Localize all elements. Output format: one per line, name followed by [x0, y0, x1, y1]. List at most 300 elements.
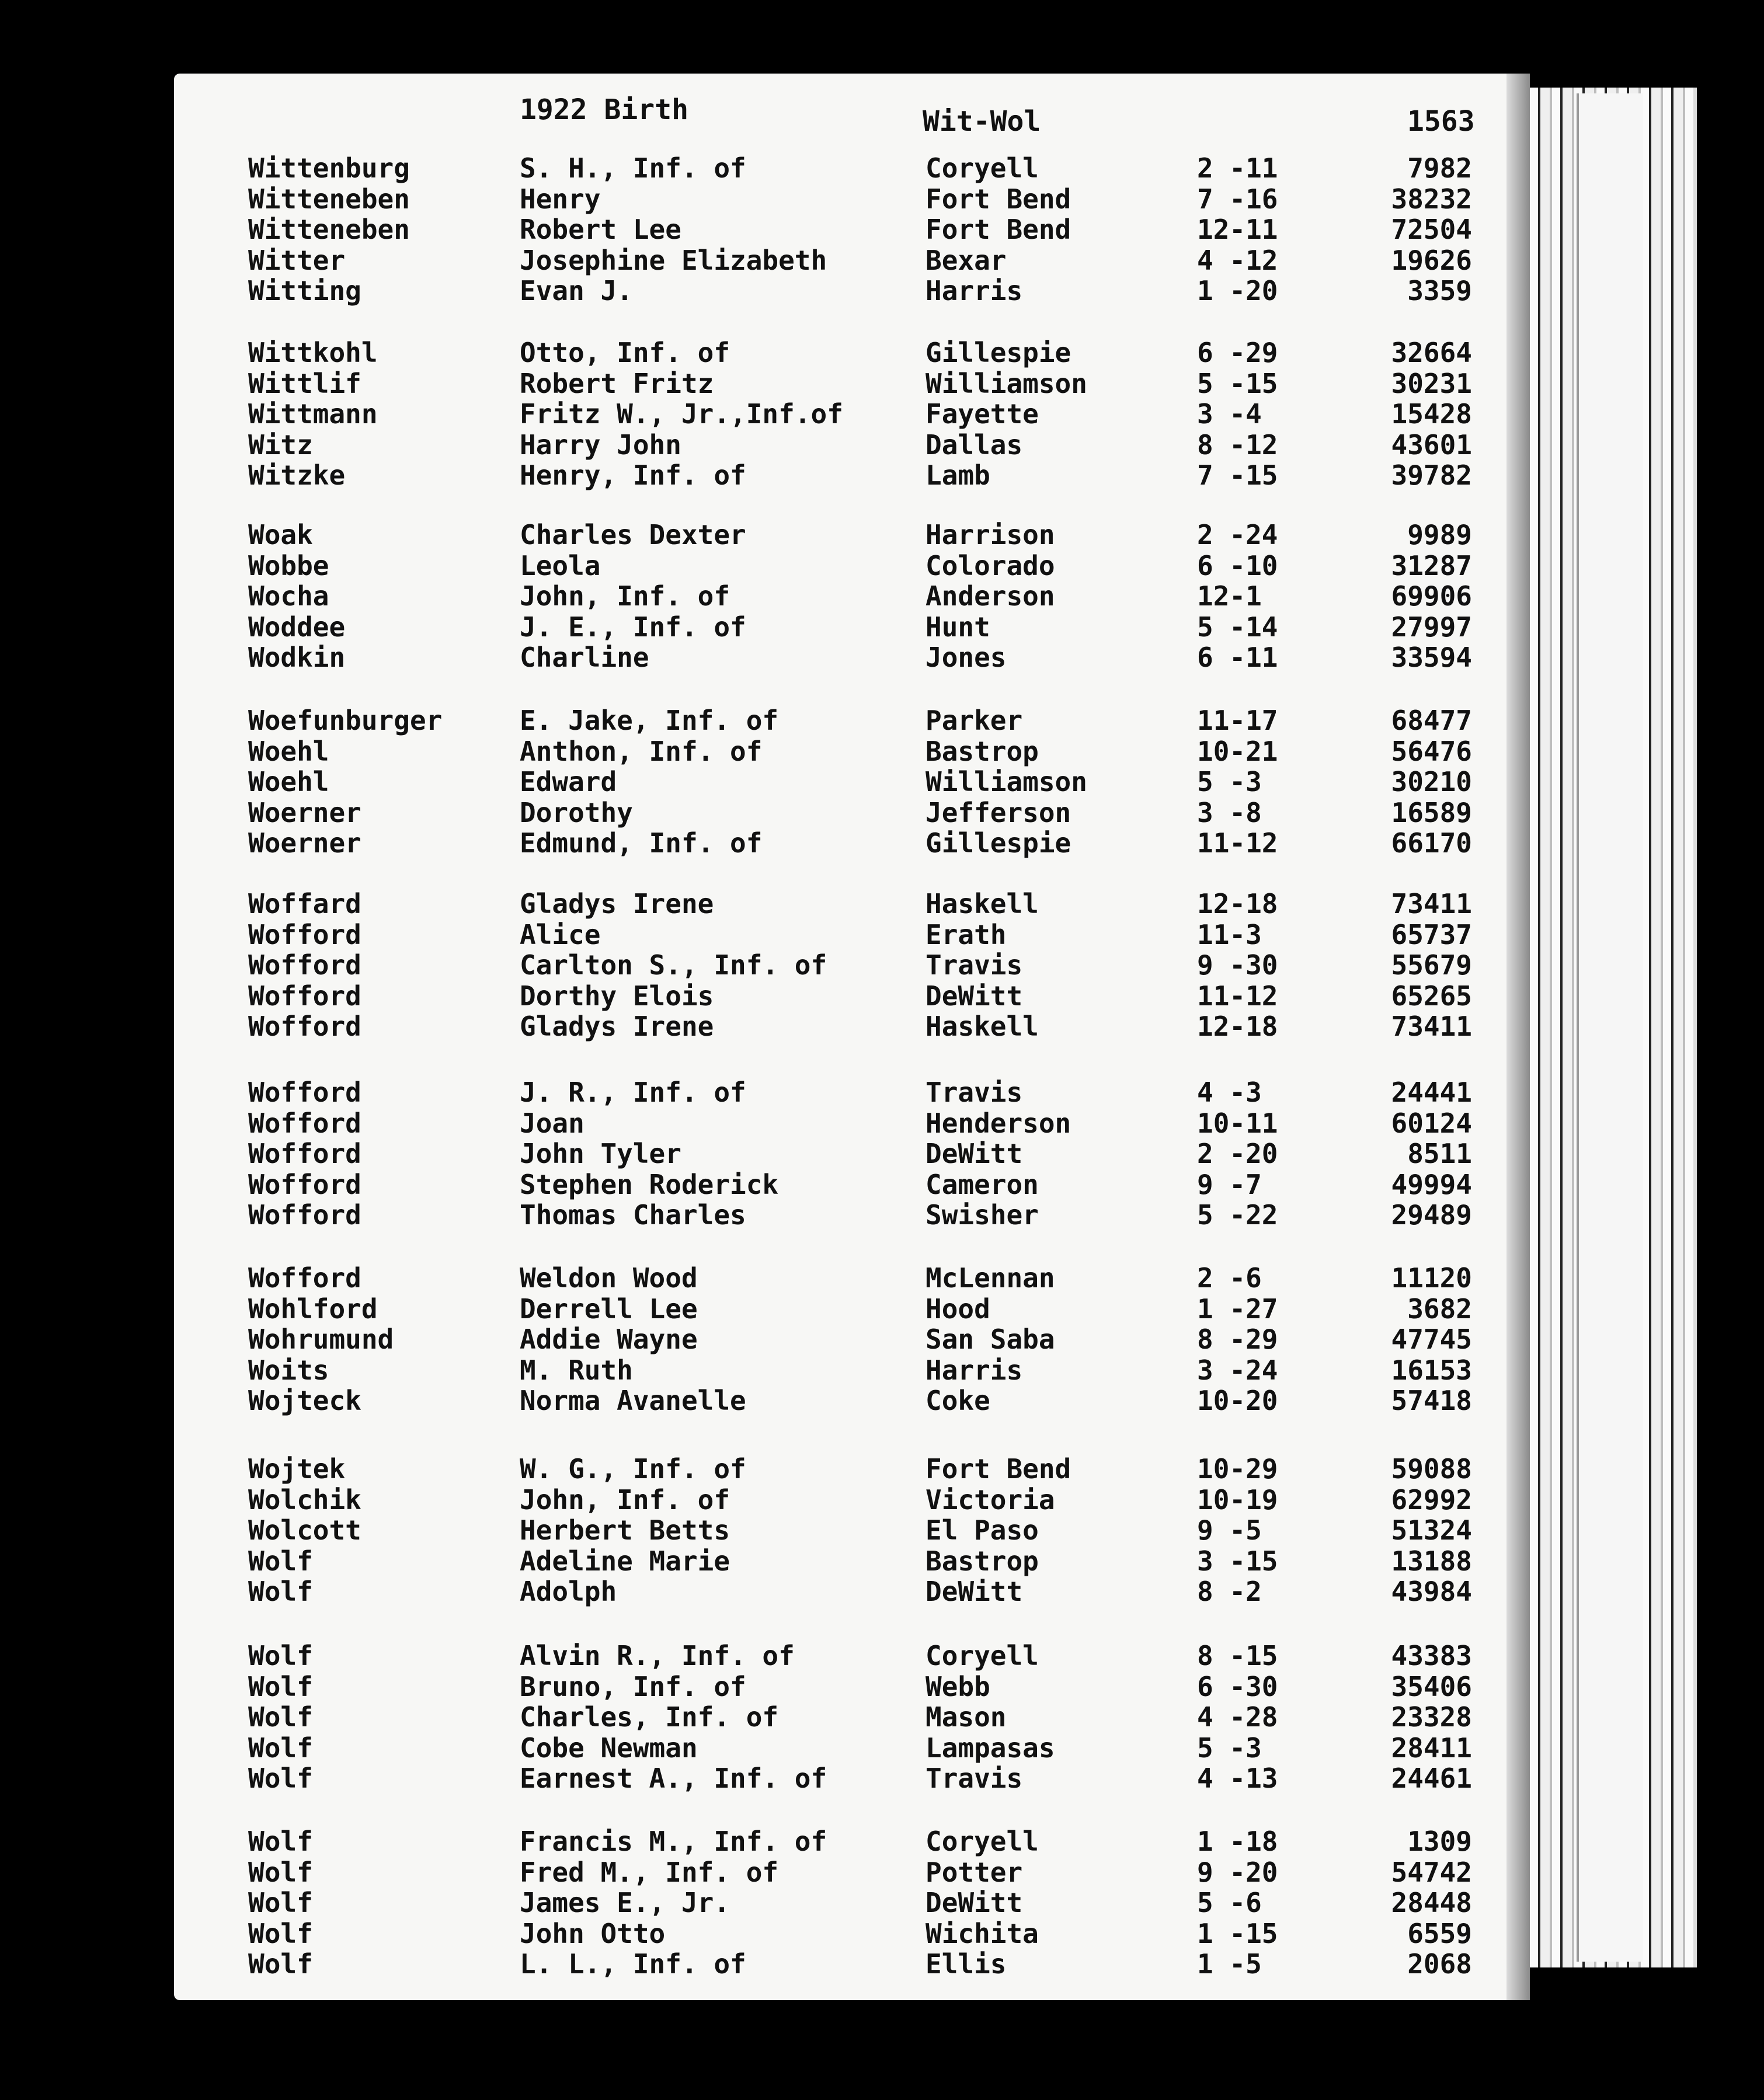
record-county: Bastrop: [926, 1545, 1039, 1577]
record-surname: Wofford: [248, 1011, 361, 1042]
record-row: [0, 981, 1764, 1011]
record-row: [0, 705, 1764, 736]
record-given-name: M. Ruth: [520, 1354, 633, 1386]
record-given-name: Alvin R., Inf. of: [520, 1640, 795, 1671]
record-number: 19626: [1391, 244, 1472, 276]
record-row: [0, 920, 1764, 950]
record-row: [0, 642, 1764, 673]
record-date: 7 -16: [1197, 183, 1278, 215]
record-given-name: J. E., Inf. of: [520, 611, 746, 643]
record-date: 2 -11: [1197, 152, 1278, 184]
record-date: 5 -3: [1197, 766, 1262, 797]
record-surname: Wohrumund: [248, 1324, 394, 1355]
record-surname: Wolf: [248, 1826, 313, 1857]
record-number: 13188: [1391, 1545, 1472, 1577]
record-number: 66170: [1391, 827, 1472, 859]
record-given-name: Robert Lee: [520, 214, 681, 245]
record-row: [0, 1949, 1764, 1979]
record-row: [0, 551, 1764, 581]
record-date: 11-12: [1197, 980, 1278, 1012]
record-date: 8 -12: [1197, 429, 1278, 461]
record-county: Erath: [926, 918, 1007, 950]
record-surname: Wittmann: [248, 398, 378, 430]
header-year-type: 1922 Birth: [520, 93, 688, 126]
record-given-name: James E., Jr.: [520, 1887, 730, 1918]
record-date: 1 -27: [1197, 1293, 1278, 1325]
record-given-name: Bruno, Inf. of: [520, 1670, 746, 1702]
record-date: 9 -30: [1197, 949, 1278, 981]
record-row: [0, 736, 1764, 767]
record-number: 11120: [1391, 1262, 1472, 1294]
record-number: 28448: [1391, 1887, 1472, 1918]
record-county: Hunt: [926, 611, 990, 643]
record-given-name: Fred M., Inf. of: [520, 1856, 779, 1888]
record-county: Haskell: [926, 888, 1039, 920]
record-surname: Woddee: [248, 611, 346, 643]
record-surname: Woffard: [248, 888, 361, 920]
record-surname: Woerner: [248, 827, 361, 859]
record-surname: Witter: [248, 244, 346, 276]
record-county: Hood: [926, 1293, 990, 1325]
record-row: [0, 1887, 1764, 1918]
record-surname: Wofford: [248, 980, 361, 1012]
record-number: 24461: [1391, 1763, 1472, 1794]
record-date: 10-11: [1197, 1107, 1278, 1139]
record-surname: Wolf: [248, 1887, 313, 1918]
record-county: Potter: [926, 1856, 1023, 1888]
record-number: 43383: [1391, 1640, 1472, 1671]
record-number: 54742: [1391, 1856, 1472, 1888]
record-row: [0, 1918, 1764, 1949]
record-given-name: Joan: [520, 1107, 584, 1139]
record-county: San Saba: [926, 1324, 1055, 1355]
record-given-name: Adolph: [520, 1576, 617, 1607]
record-row: [0, 950, 1764, 980]
record-given-name: Otto, Inf. of: [520, 337, 730, 368]
header-page-number: 1563: [1407, 105, 1475, 138]
record-county: Fort Bend: [926, 1453, 1071, 1485]
record-row: [0, 889, 1764, 919]
record-date: 2 -20: [1197, 1138, 1278, 1169]
record-given-name: Charles Dexter: [520, 519, 746, 551]
record-county: Travis: [926, 1077, 1023, 1108]
record-row: [0, 1108, 1764, 1138]
record-row: [0, 1263, 1764, 1293]
record-given-name: Henry, Inf. of: [520, 459, 746, 491]
record-county: Jefferson: [926, 796, 1071, 828]
record-number: 16589: [1391, 796, 1472, 828]
record-date: 12-11: [1197, 214, 1278, 245]
record-row: [0, 1355, 1764, 1385]
record-surname: Witteneben: [248, 183, 410, 215]
record-county: Lamb: [926, 459, 990, 491]
record-county: Ellis: [926, 1948, 1007, 1980]
record-row: [0, 520, 1764, 550]
record-county: Williamson: [926, 766, 1087, 797]
record-date: 6 -10: [1197, 549, 1278, 581]
record-given-name: Norma Avanelle: [520, 1385, 746, 1416]
record-county: Harris: [926, 1354, 1023, 1386]
record-given-name: Fritz W., Jr.,Inf.of: [520, 398, 843, 430]
record-given-name: John Tyler: [520, 1138, 681, 1169]
record-row: [0, 581, 1764, 611]
record-county: Gillespie: [926, 337, 1071, 368]
record-date: 8 -29: [1197, 1324, 1278, 1355]
record-number: 65737: [1391, 918, 1472, 950]
record-surname: Woehl: [248, 735, 329, 767]
record-date: 11-12: [1197, 827, 1278, 859]
record-county: Travis: [926, 1763, 1023, 1794]
record-date: 1 -5: [1197, 1948, 1262, 1980]
record-given-name: Henry: [520, 183, 601, 215]
record-date: 10-29: [1197, 1453, 1278, 1485]
record-date: 9 -7: [1197, 1168, 1262, 1200]
record-county: Gillespie: [926, 827, 1071, 859]
header-range: Wit-Wol: [923, 105, 1041, 138]
record-surname: Wolf: [248, 1670, 313, 1702]
record-number: 29489: [1391, 1199, 1472, 1231]
record-county: Webb: [926, 1670, 990, 1702]
record-surname: Wohlford: [248, 1293, 378, 1325]
record-given-name: John, Inf. of: [520, 1483, 730, 1516]
record-number: 24441: [1391, 1077, 1472, 1108]
record-number: 68477: [1391, 705, 1472, 736]
record-row: [0, 1763, 1764, 1793]
record-surname: Witting: [248, 275, 361, 307]
record-row: [0, 368, 1764, 399]
record-county: Coryell: [926, 1640, 1039, 1671]
record-surname: Wolchik: [248, 1483, 361, 1516]
record-row: [0, 1200, 1764, 1230]
record-surname: Wofford: [248, 1107, 361, 1139]
record-row: [0, 1485, 1764, 1515]
record-date: 8 -2: [1197, 1576, 1262, 1607]
record-number: 56476: [1391, 735, 1472, 767]
record-number: 43984: [1391, 1576, 1472, 1607]
record-given-name: Edward: [520, 766, 617, 797]
record-number: 49994: [1391, 1168, 1472, 1200]
record-surname: Woak: [248, 519, 313, 551]
record-number: 28411: [1391, 1732, 1472, 1764]
record-number: 57418: [1391, 1385, 1472, 1416]
record-surname: Wittkohl: [248, 337, 378, 368]
record-number: 30210: [1391, 766, 1472, 797]
page-header: [0, 93, 1764, 138]
record-surname: Woits: [248, 1354, 329, 1386]
record-number: 51324: [1391, 1514, 1472, 1546]
record-number: 73411: [1391, 888, 1472, 920]
record-number: 38232: [1391, 183, 1472, 215]
record-date: 5 -6: [1197, 1887, 1262, 1918]
record-surname: Wofford: [248, 1262, 361, 1294]
record-county: Mason: [926, 1701, 1007, 1733]
record-date: 4 -3: [1197, 1077, 1262, 1108]
record-given-name: Dorthy Elois: [520, 980, 714, 1012]
record-county: McLennan: [926, 1262, 1055, 1294]
record-surname: Wolcott: [248, 1514, 361, 1546]
record-number: 15428: [1391, 398, 1472, 430]
record-surname: Wocha: [248, 580, 329, 612]
record-date: 5 -3: [1197, 1732, 1262, 1764]
record-county: Bexar: [926, 244, 1007, 276]
record-county: Cameron: [926, 1168, 1039, 1200]
record-number: 6559: [1407, 1917, 1472, 1949]
record-county: El Paso: [926, 1514, 1039, 1546]
record-date: 8 -15: [1197, 1640, 1278, 1671]
record-county: Bastrop: [926, 735, 1039, 767]
record-number: 35406: [1391, 1670, 1472, 1702]
record-row: [0, 1702, 1764, 1732]
record-date: 9 -20: [1197, 1856, 1278, 1888]
record-surname: Wofford: [248, 949, 361, 981]
record-date: 5 -14: [1197, 611, 1278, 643]
record-surname: Woerner: [248, 796, 361, 828]
record-row: [0, 828, 1764, 858]
record-date: 1 -15: [1197, 1917, 1278, 1949]
record-given-name: Herbert Betts: [520, 1514, 730, 1546]
record-surname: Woehl: [248, 766, 329, 797]
record-county: Fort Bend: [926, 183, 1071, 215]
record-date: 6 -11: [1197, 642, 1278, 673]
record-given-name: Evan J.: [520, 275, 633, 307]
record-county: Wichita: [926, 1917, 1039, 1949]
record-row: [0, 1324, 1764, 1354]
record-row: [0, 797, 1764, 828]
record-row: [0, 1546, 1764, 1576]
record-county: Lampasas: [926, 1732, 1055, 1764]
record-date: 3 -15: [1197, 1545, 1278, 1577]
record-number: 7982: [1407, 152, 1472, 184]
record-number: 60124: [1391, 1107, 1472, 1139]
record-given-name: Francis M., Inf. of: [520, 1826, 827, 1857]
record-given-name: S. H., Inf. of: [520, 152, 746, 184]
record-date: 12-18: [1197, 888, 1278, 920]
record-date: 12-1: [1197, 580, 1262, 612]
record-given-name: Derrell Lee: [520, 1293, 698, 1325]
record-date: 4 -28: [1197, 1701, 1278, 1733]
record-number: 23328: [1391, 1701, 1472, 1733]
record-county: Coryell: [926, 152, 1039, 184]
record-date: 11-17: [1197, 705, 1278, 736]
record-county: Williamson: [926, 367, 1087, 399]
record-surname: Wolf: [248, 1640, 313, 1671]
record-surname: Wolf: [248, 1732, 313, 1764]
record-row: [0, 430, 1764, 460]
record-number: 55679: [1391, 949, 1472, 981]
record-number: 59088: [1391, 1453, 1472, 1485]
record-number: 3359: [1407, 275, 1472, 307]
record-surname: Wolf: [248, 1856, 313, 1888]
record-surname: Wofford: [248, 1077, 361, 1108]
record-row: [0, 460, 1764, 490]
record-given-name: W. G., Inf. of: [520, 1453, 746, 1485]
record-county: Anderson: [926, 580, 1055, 612]
record-surname: Witz: [248, 429, 313, 461]
record-date: 12-18: [1197, 1011, 1278, 1042]
record-given-name: J. R., Inf. of: [520, 1077, 746, 1108]
record-row: [0, 1169, 1764, 1200]
record-row: [0, 1077, 1764, 1108]
record-given-name: Dorothy: [520, 796, 633, 828]
record-row: [0, 245, 1764, 276]
record-date: 4 -13: [1197, 1763, 1278, 1794]
record-county: DeWitt: [926, 1887, 1023, 1918]
record-county: Colorado: [926, 549, 1055, 581]
record-date: 10-19: [1197, 1483, 1278, 1516]
record-date: 4 -12: [1197, 244, 1278, 276]
record-surname: Wobbe: [248, 549, 329, 581]
record-number: 69906: [1391, 580, 1472, 612]
record-given-name: Carlton S., Inf. of: [520, 949, 827, 981]
record-row: [0, 214, 1764, 245]
record-given-name: Charline: [520, 642, 649, 673]
record-given-name: John Otto: [520, 1917, 666, 1949]
record-row: [0, 276, 1764, 306]
record-row: [0, 1138, 1764, 1169]
record-county: DeWitt: [926, 1138, 1023, 1169]
record-county: Victoria: [926, 1483, 1055, 1516]
record-county: Fort Bend: [926, 214, 1071, 245]
record-county: Parker: [926, 705, 1023, 736]
record-row: [0, 1385, 1764, 1416]
record-row: [0, 767, 1764, 797]
record-row: [0, 1011, 1764, 1042]
record-date: 5 -15: [1197, 367, 1278, 399]
record-date: 6 -30: [1197, 1670, 1278, 1702]
record-row: [0, 399, 1764, 429]
record-surname: Woefunburger: [248, 705, 443, 736]
record-date: 3 -8: [1197, 796, 1262, 828]
record-date: 7 -15: [1197, 459, 1278, 491]
record-number: 33594: [1391, 642, 1472, 673]
record-number: 72504: [1391, 214, 1472, 245]
record-surname: Wojtek: [248, 1453, 346, 1485]
record-given-name: Weldon Wood: [520, 1262, 698, 1294]
record-row: [0, 1857, 1764, 1887]
record-surname: Wofford: [248, 918, 361, 950]
record-surname: Wodkin: [248, 642, 346, 673]
record-surname: Wofford: [248, 1199, 361, 1231]
record-row: [0, 184, 1764, 214]
record-given-name: Anthon, Inf. of: [520, 735, 763, 767]
record-row: [0, 1454, 1764, 1484]
record-given-name: Alice: [520, 918, 601, 950]
record-surname: Wittlif: [248, 367, 361, 399]
record-number: 73411: [1391, 1011, 1472, 1042]
record-given-name: Josephine Elizabeth: [520, 244, 827, 276]
record-date: 3 -24: [1197, 1354, 1278, 1386]
record-county: Dallas: [926, 429, 1023, 461]
record-given-name: Adeline Marie: [520, 1545, 730, 1577]
record-number: 43601: [1391, 429, 1472, 461]
record-date: 6 -29: [1197, 337, 1278, 368]
record-county: DeWitt: [926, 1576, 1023, 1607]
record-county: Coke: [926, 1385, 990, 1416]
record-number: 1309: [1407, 1826, 1472, 1857]
record-number: 8511: [1407, 1138, 1472, 1169]
record-row: [0, 1733, 1764, 1763]
record-surname: Wolf: [248, 1545, 313, 1577]
record-given-name: Charles, Inf. of: [520, 1701, 779, 1733]
record-surname: Wofford: [248, 1168, 361, 1200]
record-date: 9 -5: [1197, 1514, 1262, 1546]
record-number: 39782: [1391, 459, 1472, 491]
record-county: Harrison: [926, 519, 1055, 551]
record-given-name: E. Jake, Inf. of: [520, 705, 779, 736]
record-surname: Wittenburg: [248, 152, 410, 184]
record-number: 65265: [1391, 980, 1472, 1012]
record-number: 9989: [1407, 519, 1472, 551]
record-given-name: Robert Fritz: [520, 367, 714, 399]
record-given-name: L. L., Inf. of: [520, 1948, 746, 1980]
record-surname: Wojteck: [248, 1385, 361, 1416]
record-row: [0, 1671, 1764, 1702]
record-county: Swisher: [926, 1199, 1039, 1231]
record-number: 47745: [1391, 1324, 1472, 1355]
record-surname: Wolf: [248, 1701, 313, 1733]
record-given-name: Leola: [520, 549, 601, 581]
record-given-name: Edmund, Inf. of: [520, 827, 763, 859]
record-row: [0, 612, 1764, 642]
record-number: 2068: [1407, 1948, 1472, 1980]
record-given-name: Cobe Newman: [520, 1732, 698, 1764]
record-number: 3682: [1407, 1293, 1472, 1325]
record-given-name: John, Inf. of: [520, 580, 730, 612]
record-surname: Wofford: [248, 1138, 361, 1169]
record-date: 1 -20: [1197, 275, 1278, 307]
record-surname: Wolf: [248, 1576, 313, 1607]
record-county: Henderson: [926, 1107, 1071, 1139]
record-given-name: Addie Wayne: [520, 1324, 698, 1355]
record-row: [0, 1515, 1764, 1545]
record-county: DeWitt: [926, 980, 1023, 1012]
record-given-name: Stephen Roderick: [520, 1168, 779, 1200]
record-surname: Wolf: [248, 1763, 313, 1794]
record-given-name: Gladys Irene: [520, 1011, 714, 1042]
record-surname: Wolf: [248, 1948, 313, 1980]
record-surname: Witteneben: [248, 214, 410, 245]
record-county: Travis: [926, 949, 1023, 981]
record-county: Haskell: [926, 1011, 1039, 1042]
record-county: Harris: [926, 275, 1023, 307]
record-row: [0, 337, 1764, 368]
record-county: Coryell: [926, 1826, 1039, 1857]
record-date: 2 -6: [1197, 1262, 1262, 1294]
record-row: [0, 1576, 1764, 1607]
record-date: 5 -22: [1197, 1199, 1278, 1231]
record-surname: Witzke: [248, 459, 346, 491]
record-number: 31287: [1391, 549, 1472, 581]
record-row: [0, 1641, 1764, 1671]
record-date: 11-3: [1197, 918, 1262, 950]
record-date: 2 -24: [1197, 519, 1278, 551]
record-surname: Wolf: [248, 1917, 313, 1949]
record-number: 32664: [1391, 337, 1472, 368]
record-row: [0, 1826, 1764, 1857]
record-number: 62992: [1391, 1483, 1472, 1516]
record-given-name: Thomas Charles: [520, 1199, 746, 1231]
record-row: [0, 153, 1764, 183]
record-given-name: Gladys Irene: [520, 888, 714, 920]
record-date: 10-21: [1197, 735, 1278, 767]
record-row: [0, 1294, 1764, 1324]
record-given-name: Harry John: [520, 429, 681, 461]
record-date: 10-20: [1197, 1385, 1278, 1416]
record-county: Jones: [926, 642, 1007, 673]
record-given-name: Earnest A., Inf. of: [520, 1763, 827, 1794]
record-number: 16153: [1391, 1354, 1472, 1386]
record-date: 1 -18: [1197, 1826, 1278, 1857]
